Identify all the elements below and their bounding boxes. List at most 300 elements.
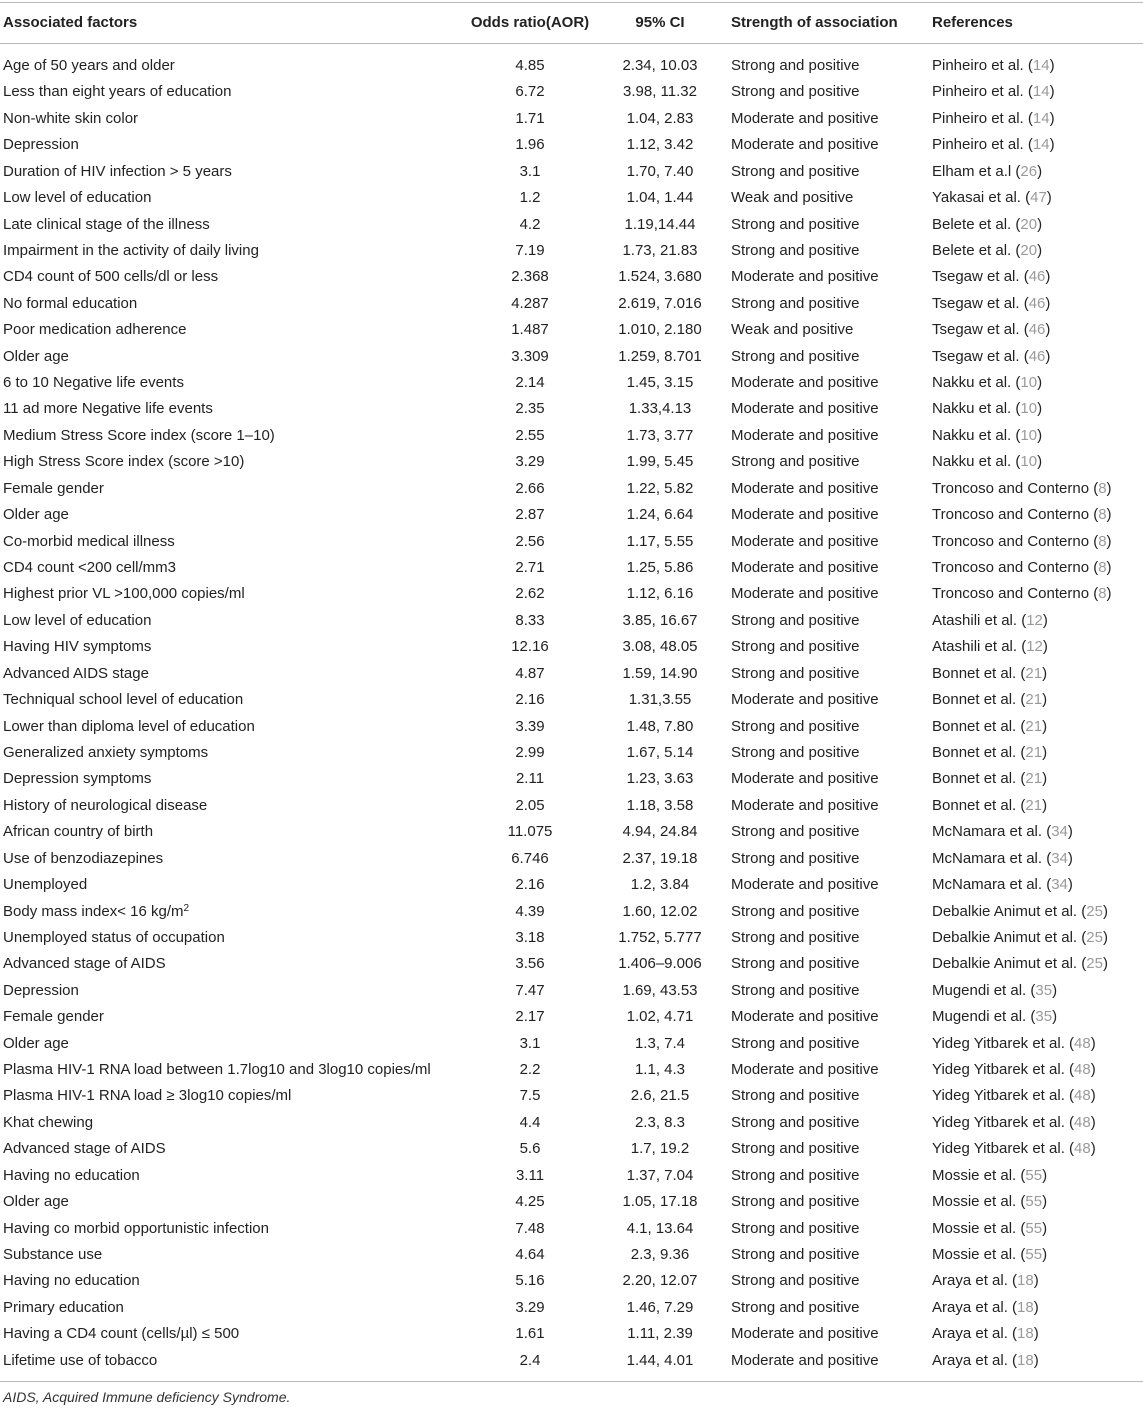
- cell-factor: [3, 770, 151, 787]
- cell-confidence-interval: 1.69, 43.53: [622, 981, 698, 999]
- table-row: [0, 238, 1143, 264]
- table-row: [0, 1057, 1143, 1083]
- table-row: [0, 1295, 1143, 1321]
- reference-close-paren: ): [1037, 426, 1043, 444]
- reference-close-paren: ): [1106, 506, 1112, 524]
- cell-strength: Strong and positive: [731, 743, 860, 761]
- reference-author: Belete et al. (: [932, 215, 1021, 233]
- cell-factor-text: Plasma HIV-1 RNA load between 1.7log10 and 3log10 copies/ml: [3, 1061, 431, 1079]
- reference-number-link[interactable]: 18: [1017, 1272, 1034, 1290]
- reference-close-paren: ): [1045, 294, 1051, 312]
- cell-factor: [3, 955, 166, 972]
- reference-close-paren: ): [1049, 57, 1055, 74]
- table-row: [0, 502, 1143, 528]
- reference-number-link[interactable]: 34: [1051, 876, 1068, 894]
- reference-close-paren: ): [1090, 1140, 1096, 1158]
- table-row: [0, 793, 1143, 819]
- cell-strength: Moderate and positive: [731, 506, 879, 524]
- reference-number-link[interactable]: 20: [1020, 215, 1038, 233]
- reference-number-link[interactable]: 10: [1020, 453, 1038, 471]
- cell-reference: [932, 1352, 1039, 1369]
- reference-number-link[interactable]: 55: [1025, 1245, 1043, 1263]
- cell-strength: Strong and positive: [731, 981, 860, 999]
- cell-factor-text: Age of 50 years and older: [3, 57, 175, 74]
- reference-author: Tsegaw et al. (: [932, 347, 1029, 365]
- cell-confidence-interval: 1.60, 12.02: [622, 902, 698, 920]
- reference-number-link[interactable]: 48: [1074, 1087, 1091, 1105]
- cell-strength: Moderate and positive: [731, 559, 879, 577]
- cell-reference: [932, 83, 1055, 100]
- cell-reference: [932, 1193, 1047, 1210]
- table-header: [0, 3, 1143, 43]
- cell-reference: [932, 374, 1042, 391]
- reference-author: Debalkie Animut et al. (: [932, 902, 1087, 920]
- reference-author: Tsegaw et al. (: [932, 321, 1029, 339]
- cell-confidence-interval: 2.3, 9.36: [630, 1245, 690, 1263]
- reference-close-paren: ): [1042, 611, 1048, 629]
- cell-factor: [3, 718, 255, 735]
- reference-close-paren: ): [1090, 1061, 1096, 1079]
- cell-factor: [3, 559, 176, 576]
- reference-number-link[interactable]: 25: [1086, 955, 1103, 973]
- reference-author: Nakku et al. (: [932, 374, 1021, 392]
- cell-factor-text: Use of benzodiazepines: [3, 849, 164, 867]
- cell-factor-text: Techniqual school level of education: [3, 691, 244, 709]
- cell-reference: [932, 533, 1112, 550]
- cell-reference: [932, 744, 1047, 761]
- table-row: [0, 53, 1143, 79]
- table-row: [0, 185, 1143, 211]
- cell-reference: [932, 1035, 1096, 1052]
- reference-number-link[interactable]: 10: [1020, 426, 1038, 444]
- cell-odds-ratio: 3.1: [519, 1034, 541, 1052]
- reference-number-link[interactable]: 48: [1074, 1113, 1091, 1131]
- cell-confidence-interval: 3.98, 11.32: [623, 83, 697, 101]
- cell-factor: [3, 823, 153, 840]
- reference-close-paren: ): [1042, 1219, 1048, 1237]
- reference-number-link[interactable]: 10: [1020, 374, 1038, 392]
- cell-confidence-interval: 4.94, 24.84: [622, 823, 698, 841]
- reference-number-link[interactable]: 14: [1032, 57, 1050, 74]
- header-strength: Strength of association: [731, 14, 898, 31]
- cell-factor-text: Depression symptoms: [3, 770, 152, 788]
- cell-factor: [3, 585, 245, 602]
- cell-odds-ratio: 4.25: [515, 1193, 545, 1211]
- cell-factor: [3, 929, 225, 946]
- cell-factor-text: Having HIV symptoms: [3, 638, 152, 656]
- table-row: [0, 212, 1143, 238]
- cell-factor: [3, 850, 163, 867]
- cell-factor-text: Less than eight years of education: [3, 83, 232, 101]
- reference-author: Troncoso and Conterno (: [932, 559, 1099, 577]
- cell-factor: [3, 189, 151, 206]
- cell-odds-ratio: 3.29: [515, 1298, 545, 1316]
- reference-close-paren: ): [1033, 1298, 1039, 1316]
- reference-number-link[interactable]: 46: [1028, 321, 1046, 339]
- reference-author: Troncoso and Conterno (: [932, 585, 1099, 603]
- cell-confidence-interval: 2.3, 8.3: [634, 1113, 686, 1131]
- reference-author: Nakku et al. (: [932, 453, 1021, 471]
- cell-reference: [932, 427, 1042, 444]
- cell-reference: [932, 268, 1050, 285]
- cell-reference: [932, 585, 1112, 602]
- reference-author: Yakasai et al. (: [932, 189, 1031, 207]
- reference-number-link[interactable]: 25: [1086, 902, 1103, 920]
- cell-factor-text: 6 to 10 Negative life events: [3, 374, 184, 392]
- cell-confidence-interval: 1.31,3.55: [628, 691, 692, 709]
- cell-strength: Strong and positive: [731, 1219, 860, 1237]
- reference-author: McNamara et al. (: [932, 823, 1052, 841]
- cell-factor-text: Depression: [3, 981, 79, 999]
- cell-confidence-interval: 1.752, 5.777: [618, 928, 702, 946]
- reference-number-link[interactable]: 46: [1028, 268, 1046, 286]
- reference-number-link[interactable]: 12: [1026, 638, 1043, 656]
- cell-factor: [3, 242, 259, 259]
- cell-odds-ratio: 6.72: [515, 83, 545, 101]
- table-row: [0, 1136, 1143, 1162]
- cell-odds-ratio: 4.64: [515, 1245, 545, 1263]
- cell-factor-text: Lower than diploma level of education: [3, 717, 255, 735]
- cell-factor: [3, 480, 104, 497]
- cell-factor-text: Late clinical stage of the illness: [3, 215, 210, 233]
- cell-confidence-interval: 1.67, 5.14: [626, 743, 694, 761]
- reference-number-link[interactable]: 21: [1025, 796, 1043, 814]
- cell-confidence-interval: 1.05, 17.18: [622, 1193, 698, 1211]
- reference-close-paren: ): [1045, 347, 1051, 365]
- cell-odds-ratio: 1.2: [519, 189, 541, 207]
- reference-number-link[interactable]: 21: [1025, 743, 1043, 761]
- reference-number-link[interactable]: 18: [1017, 1298, 1034, 1316]
- reference-number-link[interactable]: 12: [1026, 611, 1043, 629]
- reference-author: Mossie et al. (: [932, 1166, 1026, 1184]
- cell-confidence-interval: 1.33,4.13: [628, 400, 692, 418]
- cell-odds-ratio: 2.35: [515, 400, 545, 418]
- cell-odds-ratio: 1.61: [515, 1325, 545, 1343]
- table-row: [0, 106, 1143, 132]
- reference-number-link[interactable]: 48: [1074, 1034, 1091, 1052]
- cell-factor: [3, 1220, 269, 1237]
- reference-close-paren: ): [1045, 268, 1051, 286]
- cell-strength: Strong and positive: [731, 1193, 860, 1211]
- cell-confidence-interval: 1.406–9.006: [618, 955, 702, 973]
- cell-factor: [3, 1272, 140, 1289]
- cell-strength: Moderate and positive: [731, 532, 879, 550]
- table-row: [0, 766, 1143, 792]
- reference-close-paren: ): [1042, 664, 1048, 682]
- cell-confidence-interval: 1.70, 7.40: [626, 162, 694, 180]
- cell-factor: [3, 400, 213, 417]
- cell-confidence-interval: 3.08, 48.05: [622, 638, 698, 656]
- cell-factor: [3, 665, 149, 682]
- reference-number-link[interactable]: 21: [1025, 770, 1043, 788]
- table-row: [0, 159, 1143, 185]
- reference-number-link[interactable]: 48: [1074, 1140, 1091, 1158]
- reference-close-paren: ): [1046, 189, 1052, 207]
- reference-number-link[interactable]: 35: [1035, 981, 1053, 999]
- cell-reference: [932, 1220, 1047, 1237]
- reference-close-paren: ): [1045, 321, 1051, 339]
- reference-close-paren: ): [1033, 1272, 1039, 1290]
- reference-number-link[interactable]: 26: [1020, 162, 1038, 180]
- reference-number-link[interactable]: 34: [1051, 823, 1068, 841]
- table-row: [0, 634, 1143, 660]
- cell-confidence-interval: 1.24, 6.64: [626, 506, 694, 524]
- cell-factor-text: Unemployed: [3, 876, 88, 894]
- table-row: [0, 317, 1143, 343]
- cell-strength: Weak and positive: [731, 189, 854, 207]
- cell-factor: [3, 321, 186, 338]
- cell-factor: [3, 797, 207, 814]
- reference-number-link[interactable]: 55: [1025, 1166, 1043, 1184]
- table-row: [0, 1004, 1143, 1030]
- reference-number-link[interactable]: 48: [1074, 1061, 1091, 1079]
- cell-factor: [3, 982, 79, 999]
- cell-confidence-interval: 1.22, 5.82: [626, 479, 694, 497]
- cell-reference: [932, 876, 1073, 893]
- reference-number-link[interactable]: 34: [1051, 849, 1068, 867]
- cell-reference: [932, 136, 1055, 153]
- cell-strength: Moderate and positive: [731, 796, 879, 814]
- cell-odds-ratio: 2.11: [515, 770, 545, 788]
- cell-reference: [932, 242, 1042, 259]
- cell-reference: [932, 797, 1047, 814]
- reference-author: Araya et al. (: [932, 1272, 1018, 1290]
- reference-close-paren: ): [1052, 1008, 1058, 1026]
- cell-confidence-interval: 1.12, 3.42: [626, 136, 694, 154]
- reference-author: Yideg Yitbarek et al. (: [932, 1113, 1075, 1131]
- cell-factor-text: Advanced stage of AIDS: [3, 955, 166, 973]
- reference-number-link[interactable]: 20: [1020, 241, 1038, 259]
- reference-author: Araya et al. (: [932, 1351, 1018, 1369]
- cell-factor: [3, 57, 175, 74]
- cell-strength: Strong and positive: [731, 1245, 860, 1263]
- cell-factor-text: History of neurological disease: [3, 796, 208, 814]
- reference-close-paren: ): [1106, 559, 1112, 577]
- cell-factor: [3, 1299, 124, 1316]
- reference-close-paren: ): [1037, 453, 1043, 471]
- cell-factor-text: CD4 count of 500 cells/dl or less: [3, 268, 219, 286]
- cell-strength: Moderate and positive: [731, 1351, 879, 1369]
- cell-strength: Strong and positive: [731, 1034, 860, 1052]
- cell-odds-ratio: 5.6: [519, 1140, 541, 1158]
- reference-close-paren: ): [1042, 1166, 1048, 1184]
- table-row: [0, 449, 1143, 475]
- reference-number-link[interactable]: 46: [1028, 294, 1046, 312]
- cell-factor-text: Low level of education: [3, 611, 152, 629]
- reference-number-link[interactable]: 8: [1098, 479, 1107, 497]
- cell-strength: Strong and positive: [731, 347, 860, 365]
- cell-confidence-interval: 1.23, 3.63: [626, 770, 694, 788]
- cell-factor: [3, 453, 244, 470]
- cell-factor: [3, 744, 208, 761]
- cell-factor-text: Having no education: [3, 1166, 140, 1184]
- cell-confidence-interval: 1.37, 7.04: [626, 1166, 694, 1184]
- cell-odds-ratio: 3.18: [515, 928, 545, 946]
- cell-factor: [3, 691, 243, 708]
- cell-strength: Moderate and positive: [731, 268, 879, 286]
- cell-odds-ratio: 2.368: [511, 268, 549, 286]
- cell-reference: [932, 348, 1050, 365]
- reference-close-paren: ): [1033, 1325, 1039, 1343]
- reference-author: Yideg Yitbarek et al. (: [932, 1061, 1075, 1079]
- cell-strength: Strong and positive: [731, 83, 860, 101]
- reference-close-paren: ): [1042, 743, 1048, 761]
- table-row: [0, 396, 1143, 422]
- cell-strength: Strong and positive: [731, 638, 860, 656]
- cell-confidence-interval: 1.524, 3.680: [618, 268, 702, 286]
- reference-number-link[interactable]: 21: [1025, 717, 1043, 735]
- cell-odds-ratio: 12.16: [511, 638, 549, 656]
- cell-reference: [932, 480, 1112, 497]
- cell-strength: Strong and positive: [731, 57, 860, 74]
- cell-odds-ratio: 2.55: [515, 426, 545, 444]
- reference-close-paren: ): [1042, 638, 1048, 656]
- cell-confidence-interval: 1.25, 5.86: [626, 559, 694, 577]
- cell-strength: Strong and positive: [731, 611, 860, 629]
- cell-reference: [932, 559, 1112, 576]
- reference-number-link[interactable]: 10: [1020, 400, 1038, 418]
- reference-author: Mugendi et al. (: [932, 981, 1036, 999]
- cell-odds-ratio: 3.29: [515, 453, 545, 471]
- reference-number-link[interactable]: 25: [1086, 928, 1103, 946]
- cell-odds-ratio: 4.2: [519, 215, 541, 233]
- cell-confidence-interval: 1.73, 3.77: [626, 426, 694, 444]
- cell-factor: [3, 612, 151, 629]
- reference-close-paren: ): [1049, 136, 1055, 154]
- cell-strength: Strong and positive: [731, 1298, 860, 1316]
- cell-odds-ratio: 2.16: [515, 691, 545, 709]
- reference-number-link[interactable]: 18: [1017, 1325, 1034, 1343]
- reference-close-paren: ): [1067, 849, 1073, 867]
- reference-close-paren: ): [1106, 585, 1112, 603]
- reference-author: Mossie et al. (: [932, 1245, 1026, 1263]
- reference-number-link[interactable]: 14: [1032, 109, 1050, 127]
- reference-close-paren: ): [1042, 1193, 1048, 1211]
- cell-factor-text: Low level of education: [3, 189, 152, 207]
- cell-factor-text: Khat chewing: [3, 1113, 94, 1131]
- reference-number-link[interactable]: 55: [1025, 1193, 1043, 1211]
- reference-number-link[interactable]: 8: [1098, 585, 1107, 603]
- cell-confidence-interval: 1.73, 21.83: [622, 241, 698, 259]
- cell-factor-text: Poor medication adherence: [3, 321, 187, 339]
- cell-confidence-interval: 1.59, 14.90: [622, 664, 698, 682]
- cell-confidence-interval: 1.04, 1.44: [626, 189, 694, 207]
- cell-factor: [3, 1140, 166, 1157]
- cell-reference: [932, 1167, 1047, 1184]
- cell-factor-text: Body mass index< 16 kg/m: [3, 902, 184, 920]
- cell-factor-text: Older age: [3, 506, 69, 524]
- reference-number-link[interactable]: 35: [1035, 1008, 1053, 1026]
- reference-number-link[interactable]: 47: [1030, 189, 1047, 207]
- cell-strength: Moderate and positive: [731, 1061, 879, 1079]
- cell-strength: Strong and positive: [731, 955, 860, 973]
- reference-number-link[interactable]: 14: [1032, 83, 1050, 101]
- table-row: [0, 1110, 1143, 1136]
- reference-author: Pinheiro et al. (: [932, 83, 1033, 101]
- reference-number-link[interactable]: 8: [1098, 559, 1107, 577]
- table-row: [0, 1321, 1143, 1347]
- cell-odds-ratio: 2.62: [515, 585, 545, 603]
- cell-confidence-interval: 2.34, 10.03: [622, 57, 698, 74]
- reference-number-link[interactable]: 21: [1025, 664, 1043, 682]
- cell-reference: [932, 1325, 1039, 1342]
- reference-number-link[interactable]: 46: [1028, 347, 1046, 365]
- reference-number-link[interactable]: 8: [1098, 532, 1107, 550]
- reference-close-paren: ): [1067, 823, 1073, 841]
- cell-confidence-interval: 2.6, 21.5: [630, 1087, 690, 1105]
- reference-number-link[interactable]: 21: [1025, 691, 1043, 709]
- cell-factor: [3, 1352, 157, 1369]
- cell-strength: Strong and positive: [731, 823, 860, 841]
- reference-number-link[interactable]: 14: [1032, 136, 1050, 154]
- cell-factor-superscript: 2: [183, 902, 190, 914]
- reference-author: Tsegaw et al. (: [932, 268, 1029, 286]
- header-references: References: [932, 14, 1013, 31]
- cell-confidence-interval: 2.619, 7.016: [618, 294, 702, 312]
- reference-number-link[interactable]: 8: [1098, 506, 1107, 524]
- header-associated-factors: Associated factors: [3, 14, 138, 31]
- table-bottom-rule: [0, 1381, 1143, 1382]
- reference-number-link[interactable]: 55: [1025, 1219, 1043, 1237]
- reference-author: Araya et al. (: [932, 1298, 1018, 1316]
- reference-close-paren: ): [1090, 1034, 1096, 1052]
- cell-odds-ratio: 2.4: [519, 1351, 541, 1369]
- cell-factor: [3, 1114, 93, 1131]
- cell-strength: Moderate and positive: [731, 479, 879, 497]
- reference-close-paren: ): [1042, 1245, 1048, 1263]
- cell-confidence-interval: 2.20, 12.07: [622, 1272, 698, 1290]
- reference-author: Atashili et al. (: [932, 611, 1027, 629]
- cell-reference: [932, 612, 1048, 629]
- cell-factor-text: 11 ad more Negative life events: [3, 400, 213, 418]
- cell-reference: [932, 57, 1055, 74]
- cell-reference: [932, 1299, 1039, 1316]
- reference-close-paren: ): [1090, 1087, 1096, 1105]
- cell-odds-ratio: 2.99: [515, 743, 545, 761]
- cell-factor: [3, 427, 275, 444]
- cell-reference: [932, 1061, 1096, 1078]
- cell-factor-text: Plasma HIV-1 RNA load ≥ 3log10 copies/ml: [3, 1087, 292, 1105]
- cell-reference: [932, 163, 1042, 180]
- cell-factor-text: Having a CD4 count (cells/µl) ≤ 500: [3, 1325, 240, 1343]
- cell-strength: Strong and positive: [731, 928, 860, 946]
- reference-number-link[interactable]: 18: [1017, 1351, 1034, 1369]
- cell-confidence-interval: 1.3, 7.4: [634, 1034, 686, 1052]
- cell-strength: Strong and positive: [731, 664, 860, 682]
- reference-author: Bonnet et al. (: [932, 717, 1026, 735]
- reference-author: Bonnet et al. (: [932, 691, 1026, 709]
- table-row: [0, 1189, 1143, 1215]
- table-header-rule: [0, 43, 1143, 44]
- cell-strength: Moderate and positive: [731, 109, 879, 127]
- cell-odds-ratio: 1.96: [515, 136, 545, 154]
- reference-author: Atashili et al. (: [932, 638, 1027, 656]
- cell-reference: [932, 770, 1047, 787]
- cell-factor: [3, 1061, 431, 1078]
- cell-reference: [932, 453, 1042, 470]
- cell-odds-ratio: 5.16: [515, 1272, 545, 1290]
- table-row: [0, 608, 1143, 634]
- reference-author: Bonnet et al. (: [932, 770, 1026, 788]
- cell-factor: [3, 638, 151, 655]
- cell-factor: [3, 506, 69, 523]
- cell-factor: [3, 163, 232, 180]
- table-row: [0, 661, 1143, 687]
- reference-author: Bonnet et al. (: [932, 664, 1026, 682]
- cell-strength: Moderate and positive: [731, 136, 879, 154]
- cell-factor: [3, 268, 218, 285]
- cell-reference: [932, 691, 1047, 708]
